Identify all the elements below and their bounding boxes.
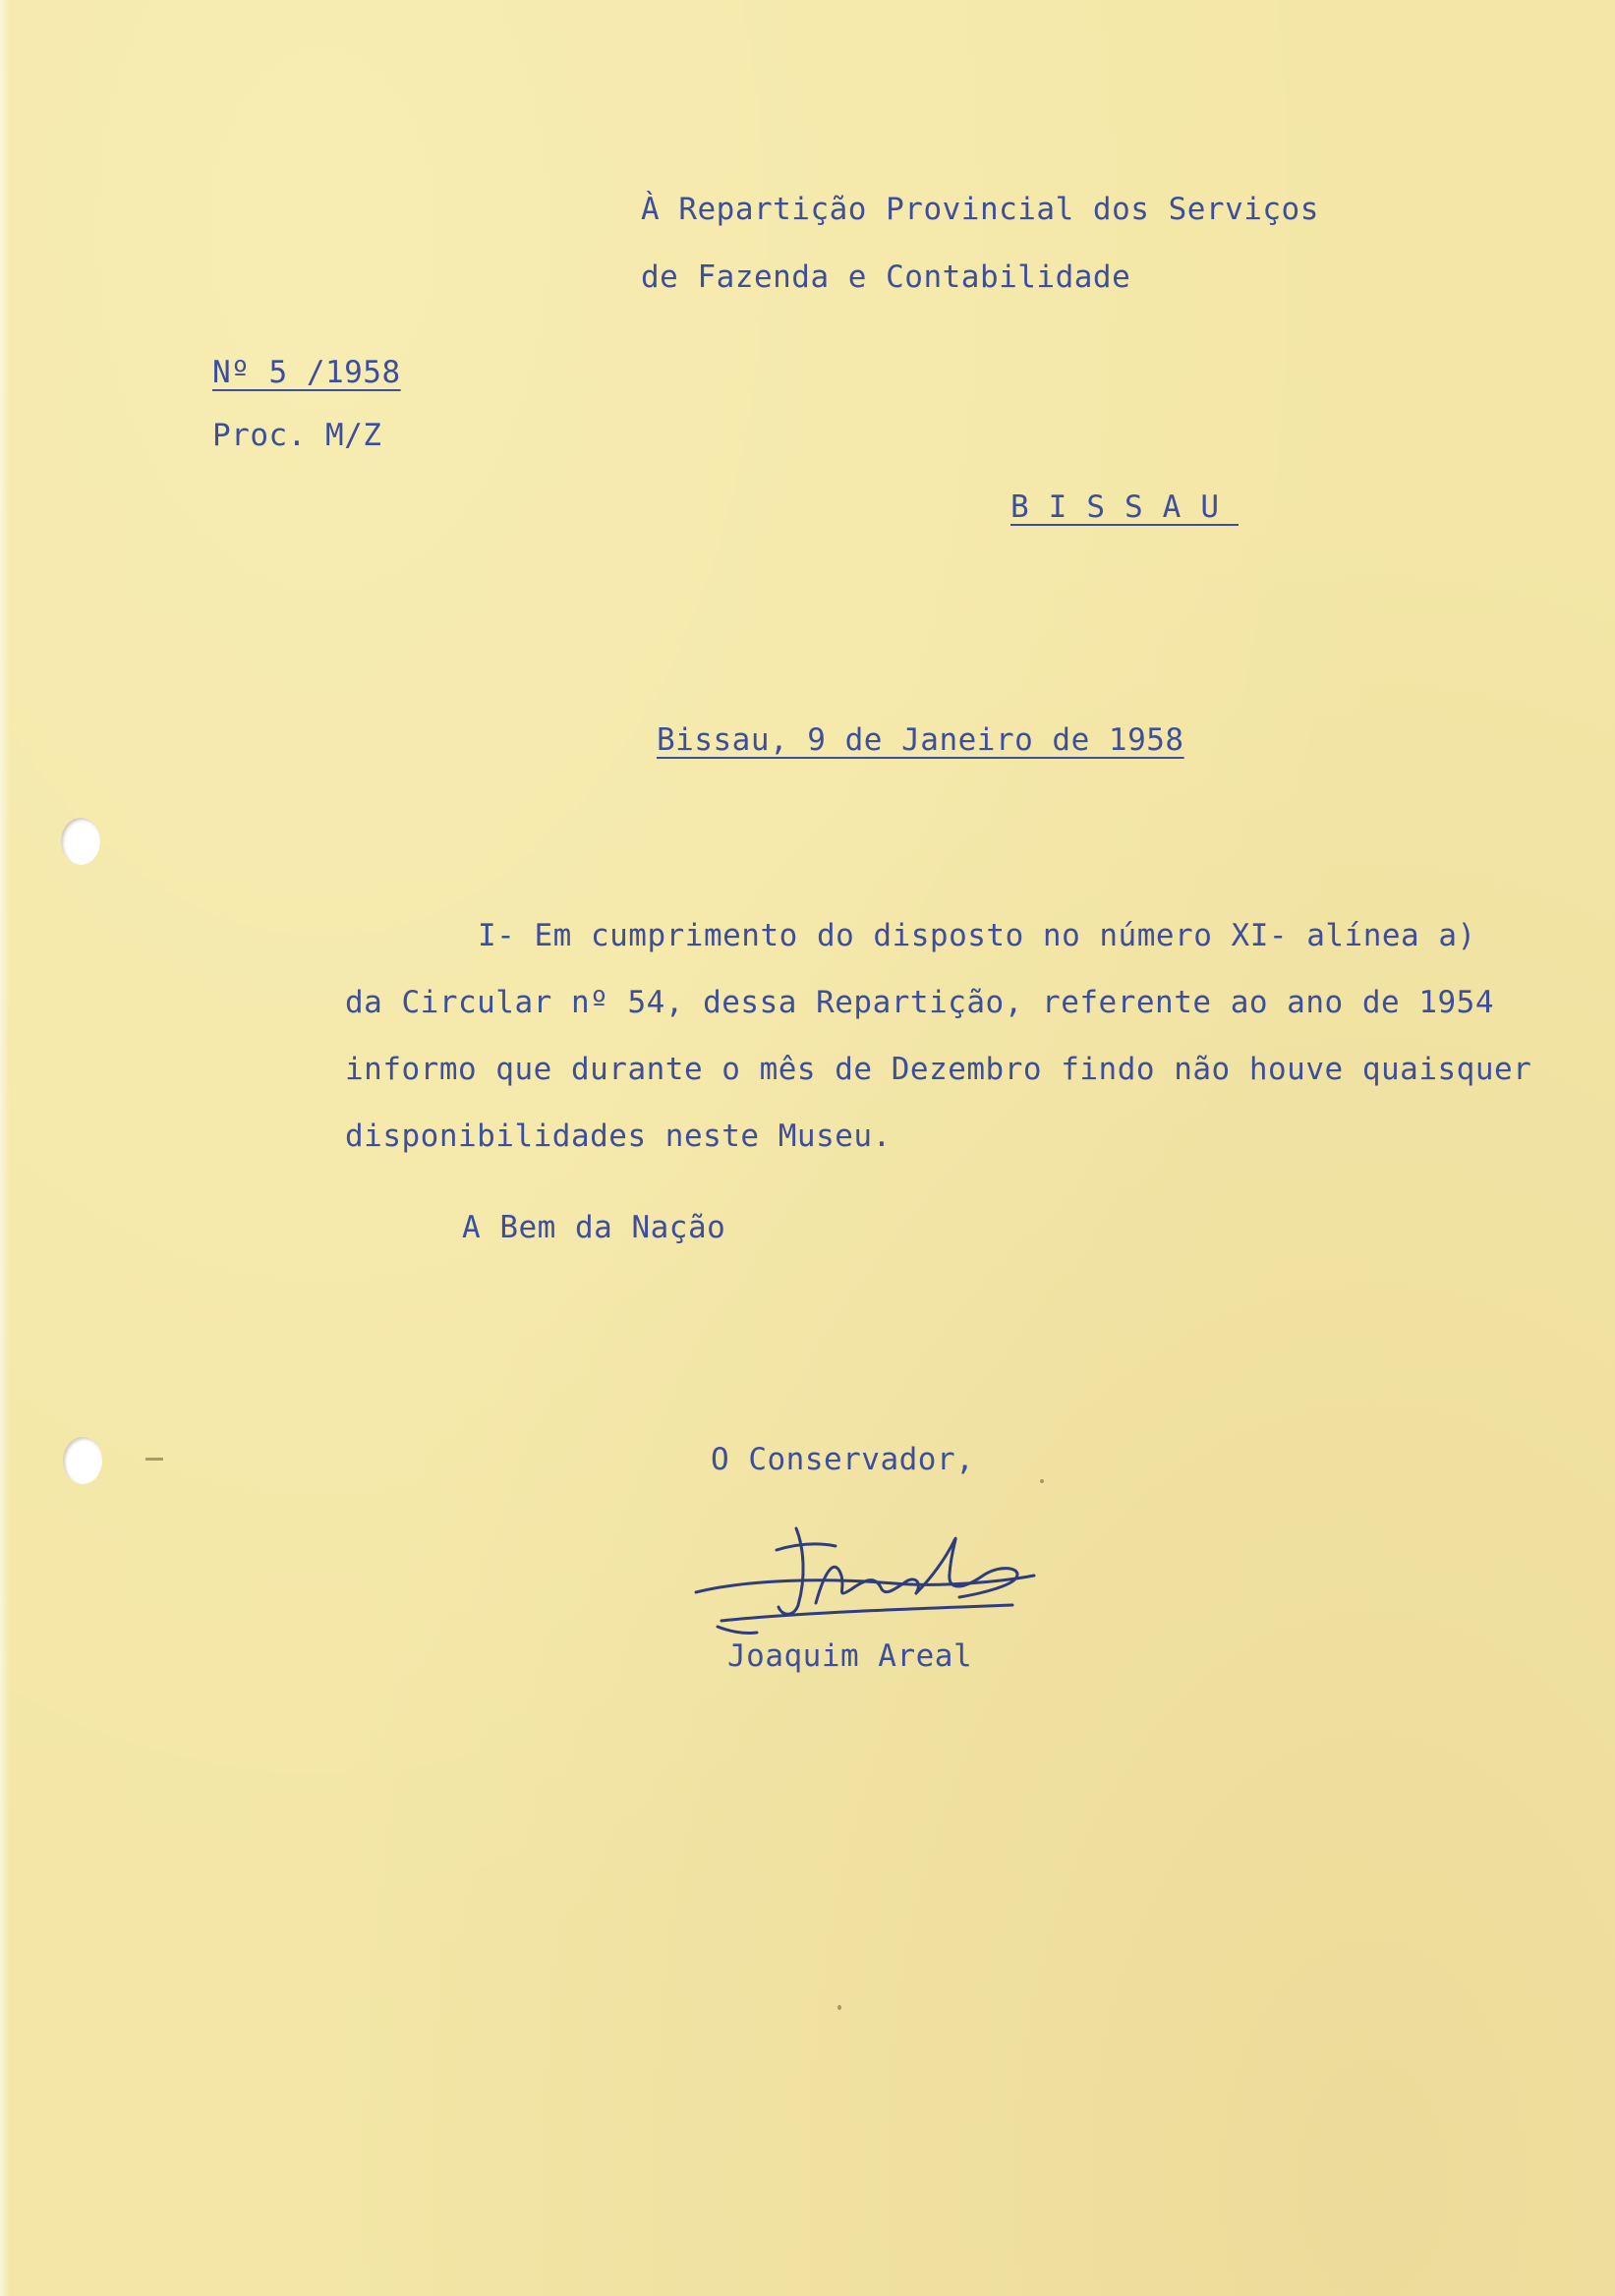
addressee-line-2: de Fazenda e Contabilidade [641, 259, 1131, 295]
reference-number: Nº 5 /1958 [212, 355, 401, 390]
punch-hole-bottom [63, 1437, 102, 1484]
paper-speck [145, 1458, 163, 1461]
paper-speck [837, 2005, 841, 2010]
signatory-title: O Conservador, [711, 1442, 975, 1477]
punch-hole-top [61, 818, 100, 865]
signatory-name: Joaquim Areal [727, 1638, 973, 1674]
body-line-4: disponibilidades neste Museu. [345, 1119, 892, 1154]
salutation: A Bem da Nação [462, 1210, 726, 1245]
body-line-2: da Circular nº 54, dessa Repartição, referente ao ano de 1954 [345, 985, 1494, 1020]
destination-city: BISSAU [1010, 489, 1239, 525]
addressee-line-1: À Repartição Provincial dos Serviços [641, 192, 1319, 227]
date-line: Bissau, 9 de Janeiro de 1958 [657, 722, 1184, 758]
process-reference: Proc. M/Z [212, 418, 382, 453]
body-line-3: informo que durante o mês de Dezembro findo não houve quaisquer [345, 1052, 1532, 1087]
paper-left-edge [0, 0, 10, 2296]
body-line-1: I- Em cumprimento do disposto no número XI- alínea a) [478, 918, 1476, 953]
paper-speck [1040, 1479, 1044, 1483]
